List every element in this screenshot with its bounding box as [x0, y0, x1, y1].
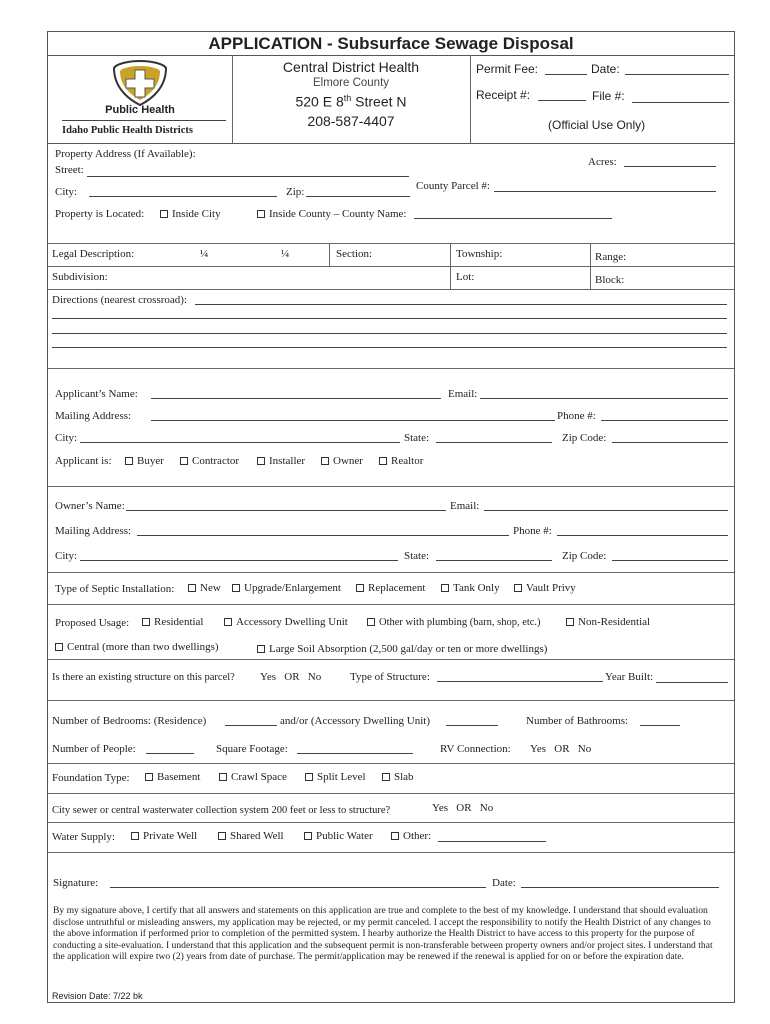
applicant-state-label: State:: [404, 432, 430, 444]
checkbox-icon: [257, 645, 265, 653]
applicant-mailing-label: Mailing Address:: [55, 410, 132, 422]
applicant-name-field[interactable]: [151, 398, 441, 399]
directions-field-1[interactable]: [195, 304, 727, 305]
agency-county: Elmore County: [312, 77, 390, 89]
checkbox-icon: [232, 584, 240, 592]
owner-state-label: State:: [404, 550, 430, 562]
checkbox-icon: [441, 584, 449, 592]
checkbox-icon: [125, 457, 133, 465]
usage-option-large-soil[interactable]: Large Soil Absorption (2,500 gal/day or ten or more dwellings): [257, 643, 547, 656]
applicant-email-label: Email:: [448, 388, 478, 400]
receipt-field[interactable]: [538, 100, 586, 101]
official-date-label: Date:: [591, 62, 620, 76]
agency-name: Central District Health: [282, 59, 420, 75]
subdivision-label: Subdivision:: [52, 271, 108, 283]
applicant-state-field[interactable]: [436, 442, 552, 443]
checkbox-icon: [321, 457, 329, 465]
file-field[interactable]: [632, 102, 729, 103]
quarter-1: ¼: [200, 248, 209, 260]
foundation-label: Foundation Type:: [52, 772, 130, 784]
permit-fee-label: Permit Fee:: [476, 62, 539, 76]
owner-mailing-field[interactable]: [137, 535, 509, 536]
applicant-type-installer[interactable]: Installer: [257, 455, 305, 468]
receipt-label: Receipt #:: [476, 88, 531, 102]
revision-date: Revision Date: 7/22 bk: [52, 991, 143, 1001]
section-label: Section:: [336, 248, 373, 260]
file-label: File #:: [592, 89, 625, 103]
property-zip-field[interactable]: [306, 196, 410, 197]
checkbox-icon: [160, 210, 168, 218]
usage-option-non-residential[interactable]: Non-Residential: [566, 616, 650, 629]
applicant-type-buyer[interactable]: Buyer: [125, 455, 164, 468]
checkbox-icon: [257, 210, 265, 218]
checkbox-icon: [391, 832, 399, 840]
checkbox-icon: [219, 773, 227, 781]
agency-phone: 208-587-4407: [307, 113, 395, 129]
permit-fee-field[interactable]: [545, 74, 587, 75]
street-label: Street:: [55, 164, 84, 176]
inside-city-option[interactable]: Inside City: [160, 208, 221, 221]
year-built-label: Year Built:: [605, 671, 654, 683]
cross-shield-icon: [100, 58, 180, 108]
year-built-field[interactable]: [656, 682, 728, 683]
owner-zip-field[interactable]: [612, 560, 728, 561]
owner-phone-label: Phone #:: [513, 525, 552, 537]
range-label: Range:: [595, 251, 627, 263]
foundation-option-crawl-space[interactable]: Crawl Space: [219, 771, 287, 784]
owner-state-field[interactable]: [436, 560, 552, 561]
bathrooms-label: Number of Bathrooms:: [526, 715, 629, 727]
street-name: Street N: [351, 93, 407, 110]
property-city-label: City:: [55, 186, 78, 198]
adu-bedrooms-field[interactable]: [446, 725, 498, 726]
applicant-type-owner[interactable]: Owner: [321, 455, 363, 468]
signature-date-field[interactable]: [521, 887, 719, 888]
usage-option-other-plumbing[interactable]: Other with plumbing (barn, shop, etc.): [367, 616, 541, 629]
owner-email-field[interactable]: [484, 510, 728, 511]
applicant-is-label: Applicant is:: [55, 455, 112, 467]
sewer-choice[interactable]: Yes OR No: [432, 802, 494, 814]
property-located-label: Property is Located:: [55, 208, 145, 220]
applicant-zip-field[interactable]: [612, 442, 728, 443]
applicant-phone-field[interactable]: [601, 420, 728, 421]
checkbox-icon: [382, 773, 390, 781]
sqft-label: Square Footage:: [216, 743, 288, 755]
water-other-field[interactable]: [438, 841, 546, 842]
water-option-other[interactable]: Other:: [391, 830, 431, 843]
septic-option-new[interactable]: New: [188, 582, 221, 595]
signature-date-label: Date:: [492, 877, 516, 889]
street-field[interactable]: [87, 176, 409, 177]
checkbox-icon: [142, 618, 150, 626]
checkbox-icon: [55, 643, 63, 651]
checkbox-icon: [304, 832, 312, 840]
usage-option-adu[interactable]: Accessory Dwelling Unit: [224, 616, 348, 629]
structure-type-label: Type of Structure:: [350, 671, 430, 683]
lot-label: Lot:: [456, 271, 475, 283]
water-option-public-water[interactable]: Public Water: [304, 830, 373, 843]
sqft-field[interactable]: [297, 753, 413, 754]
logo-text: Public Health: [105, 104, 175, 116]
checkbox-icon: [514, 584, 522, 592]
foundation-option-slab[interactable]: Slab: [382, 771, 414, 784]
septic-option-upgrade[interactable]: Upgrade/Enlargement: [232, 582, 341, 595]
owner-city-field[interactable]: [80, 560, 398, 561]
checkbox-icon: [257, 457, 265, 465]
structure-type-field[interactable]: [437, 681, 603, 682]
county-name-field[interactable]: [414, 218, 612, 219]
proposed-usage-label: Proposed Usage:: [55, 617, 130, 629]
signature-field[interactable]: [110, 887, 486, 888]
acres-field[interactable]: [624, 166, 716, 167]
owner-zip-label: Zip Code:: [562, 550, 607, 562]
county-parcel-label: County Parcel #:: [416, 180, 490, 192]
rv-connection-choice[interactable]: Yes OR No: [530, 743, 592, 755]
existing-structure-label: Is there an existing structure on this parcel?: [52, 672, 235, 683]
official-use-note: (Official Use Only): [548, 118, 646, 132]
agency-street: [232, 93, 470, 110]
checkbox-icon: [218, 832, 226, 840]
septic-option-replacement[interactable]: Replacement: [356, 582, 425, 595]
block-label: Block:: [595, 274, 625, 286]
owner-phone-field[interactable]: [557, 535, 728, 536]
checkbox-icon: [305, 773, 313, 781]
bedrooms-label: Number of Bedrooms: (Residence): [52, 715, 207, 727]
public-health-logo: [100, 58, 180, 118]
checkbox-icon: [566, 618, 574, 626]
existing-structure-choice[interactable]: Yes OR No: [260, 671, 322, 683]
adu-bedrooms-label: and/or (Accessory Dwelling Unit): [280, 715, 430, 727]
form-title: APPLICATION - Subsurface Sewage Disposal: [208, 34, 574, 53]
applicant-type-contractor[interactable]: Contractor: [180, 455, 239, 468]
directions-field-2[interactable]: [52, 318, 727, 319]
official-date-field[interactable]: [625, 74, 729, 75]
bedrooms-field[interactable]: [225, 725, 277, 726]
acres-label: Acres:: [588, 156, 617, 168]
water-option-shared-well[interactable]: Shared Well: [218, 830, 284, 843]
usage-option-central[interactable]: Central (more than two dwellings): [55, 641, 219, 654]
owner-name-label: Owner’s Name:: [55, 500, 125, 512]
applicant-email-field[interactable]: [480, 398, 728, 399]
certification-text: By my signature above, I certify that all answers and statements on this application are true and complete to the best of my knowledge. I understand that should evaluation disclose untruthful or misleading answers, my application may be rejected, or my permit canceled. I accept the responsibility to notify the Health District of any changes to the above information if performed prior to completion of the permitted system. I hearby authorize the Health District to have access to this property for the purpose of conducting a site-evaluation. I understand that this application and the subsequent permit is non-transferable between property owners and/or project sites. I understand that the application will expire two (2) years from date of purchase. The permit/application may be renewed if the renewal is applied for on or before the expiration date.: [53, 905, 713, 963]
signature-label: Signature:: [53, 877, 99, 889]
bathrooms-field[interactable]: [640, 725, 680, 726]
applicant-city-label: City:: [55, 432, 78, 444]
township-label: Township:: [456, 248, 503, 260]
septic-option-vault-privy[interactable]: Vault Privy: [514, 582, 576, 595]
applicant-zip-label: Zip Code:: [562, 432, 607, 444]
sewer-label: City sewer or central wasterwater collection system 200 feet or less to structure?: [52, 805, 391, 816]
applicant-city-field[interactable]: [80, 442, 400, 443]
logo-caption: Idaho Public Health Districts: [62, 125, 193, 136]
directions-field-4[interactable]: [52, 347, 727, 348]
street-number: 520 E 8: [295, 93, 344, 110]
usage-option-residential[interactable]: Residential: [142, 616, 204, 629]
water-option-private-well[interactable]: Private Well: [131, 830, 197, 843]
directions-label: Directions (nearest crossroad):: [52, 294, 188, 306]
property-zip-label: Zip:: [286, 186, 305, 198]
checkbox-icon: [379, 457, 387, 465]
checkbox-icon: [188, 584, 196, 592]
inside-county-option[interactable]: Inside County – County Name:: [257, 208, 407, 221]
checkbox-icon: [224, 618, 232, 626]
rv-connection-label: RV Connection:: [440, 743, 511, 755]
checkbox-icon: [356, 584, 364, 592]
checkbox-icon: [180, 457, 188, 465]
owner-name-field[interactable]: [126, 510, 446, 511]
county-parcel-field[interactable]: [494, 191, 716, 192]
people-field[interactable]: [146, 753, 194, 754]
checkbox-icon: [131, 832, 139, 840]
applicant-name-label: Applicant’s Name:: [55, 388, 138, 400]
water-supply-label: Water Supply:: [52, 831, 115, 843]
owner-email-label: Email:: [450, 500, 480, 512]
property-address-label: Property Address (If Available):: [55, 148, 196, 160]
applicant-mailing-field[interactable]: [151, 420, 555, 421]
checkbox-icon: [145, 773, 153, 781]
property-city-field[interactable]: [89, 196, 277, 197]
people-label: Number of People:: [52, 743, 136, 755]
street-suffix: th: [343, 93, 352, 103]
quarter-2: ¼: [281, 248, 290, 260]
foundation-option-split-level[interactable]: Split Level: [305, 771, 366, 784]
septic-option-tank-only[interactable]: Tank Only: [441, 582, 500, 595]
directions-field-3[interactable]: [52, 333, 727, 334]
septic-type-label: Type of Septic Installation:: [55, 583, 175, 595]
owner-city-label: City:: [55, 550, 78, 562]
checkbox-icon: [367, 618, 375, 626]
foundation-option-basement[interactable]: Basement: [145, 771, 200, 784]
applicant-phone-label: Phone #:: [557, 410, 596, 422]
applicant-type-realtor[interactable]: Realtor: [379, 455, 423, 468]
legal-description-label: Legal Description:: [52, 248, 135, 260]
owner-mailing-label: Mailing Address:: [55, 525, 132, 537]
